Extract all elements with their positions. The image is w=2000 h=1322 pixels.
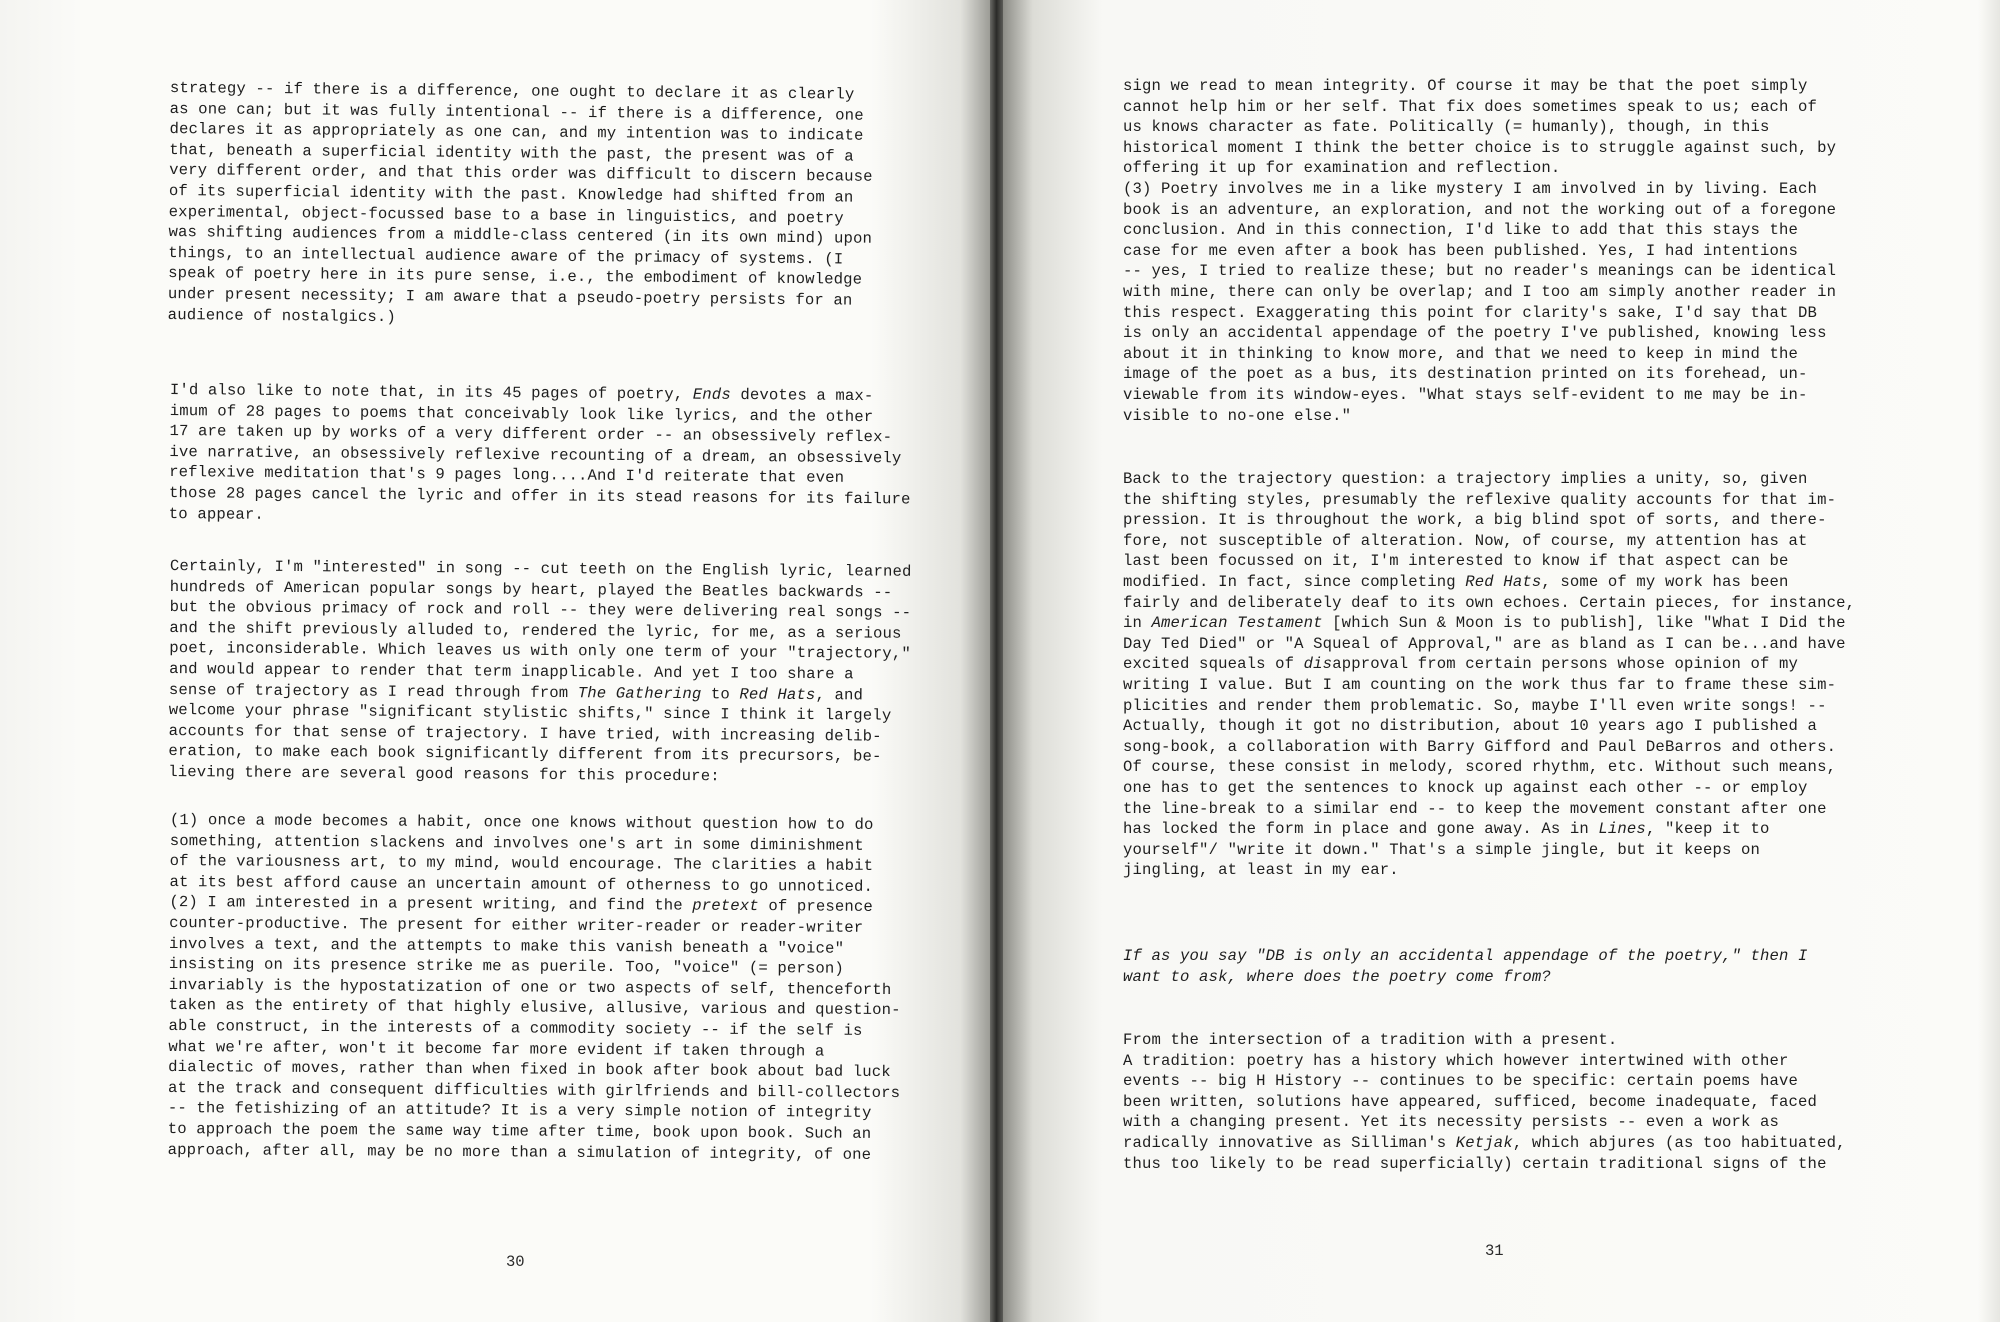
text-run: I'd also like to note that, in its 45 pages of poetry, xyxy=(169,380,693,404)
paragraph-text: strategy -- if there is a difference, one ought to declare it as clearly as one can; but it was fully intentional -- if there is a difference, one declares it as appropriately as one can, and my intention was to indicate that, beneath a superficial identity with the past, the present was of a very different order, and that this order was difficult to discern because of its superficial identity with the past. Knowledge had shifted from an experimental, object-focussed base to a base in linguistics, and poetry was shifting audiences from a middle-class centered (in its own mind) upon things, to an intellectual audience aware of the primacy of systems. (I speak of poetry here in its pure sense, i.e., the embodiment of knowledge under present necessity; I am aware that a pseudo-poetry persists for an audience of nostalgics.) xyxy=(167,78,873,326)
paragraph-text xyxy=(1123,469,1855,881)
right-paragraph-2 xyxy=(1123,469,1855,881)
text-run: [which Sun & Moon is to publish], like "What I Did the Day Ted Died" or "A Squeal of Approval," are as bland as I can be...and have excited squeals of xyxy=(1123,614,1846,674)
text-run: , "keep it to yourself"/ "write it down." That's a simple jingle, but it keeps on jingling, at least in my ear. xyxy=(1123,820,1770,880)
text-run: , and welcome your phrase "significant stylistic shifts," since I think it largely accounts for that sense of trajectory. I have tried, with increasing delib- eration, to make each book significantly different from its precursors, be- lieving there are several good reasons for this procedure: xyxy=(168,685,892,786)
page-number-left: 30 xyxy=(506,1253,525,1271)
book-title-ends: Ends xyxy=(692,385,731,404)
book-title-the-gathering: The Gathering xyxy=(577,683,702,703)
book-title-red-hats: Red Hats xyxy=(739,685,816,704)
question-text: If as you say "DB is only an accidental appendage of the poetry," then I want to ask, where does the poetry come from? xyxy=(1123,947,1808,986)
right-page xyxy=(1003,0,2000,1322)
paragraph-text xyxy=(168,810,903,1165)
left-paragraph-2 xyxy=(169,380,912,531)
text-run: (1) once a mode becomes a habit, once one knows without question how to do something, attention slackens and involves one's art in some diminishment of the variousness art, to my mind, would encourage. The clarities a habit at its best afford cause an uncertain amount of otherness to go unnoticed. (2) I am interested in a present writing, and find the xyxy=(169,811,874,916)
italic-prefix-dis: dis xyxy=(1303,655,1333,674)
book-title-american-testament: American Testament xyxy=(1151,614,1323,633)
paragraph-text: sign we read to mean integrity. Of course it may be that the poet simply cannot help him or her self. That fix does sometimes speak to us; each of us knows character as fate. Politically (= humanly), though, in this historical moment I think the better choice is to struggle against such, by offering it up for examination and reflection. (3) Poetry involves me in a like mystery I am involved in by living. Each book is an adventure, an exploration, and not the working out of a foregone conclusion. And in this connection, I'd like to add that this stays the case for me even after a book has been published. Yes, I had intentions -- yes, I tried to realize these; but no reader's meanings can be identical with mine, there can only be overlap; and I too am simply another reader in this respect. Exaggerating this point for clarity's sake, I'd say that DB is only an accidental appendage of the poetry I've published, knowing less about it in thinking to know more, and that we need to keep in mind the image of the poet as a bus, its destination printed on its forehead, un- viewable from its window-eyes. "What stays self-evident to me may be in- visible to no-one else." xyxy=(1123,77,1837,425)
right-paragraph-3 xyxy=(1123,1030,1846,1174)
left-page xyxy=(0,0,990,1322)
paragraph-text xyxy=(168,556,911,788)
text-run: From the intersection of a tradition with a present. A tradition: poetry has a history which however intertwined with other events -- big H History -- continues to be specific: certain poems have been written, solutions have appeared, sufficed, become inadequate, faced with a changing present. Yet its necessity persists -- even a work as radically innovative as Silliman's xyxy=(1123,1031,1818,1152)
italic-word-pretext: pretext xyxy=(692,897,759,916)
text-run: of presence counter-productive. The present for either writer-reader or reader-writer involves a text, and the attempts to make this vanish beneath a "voice" insisting on its presence strike me as puerile. Too, "voice" (= person) invariably is the hypostatization of one or two aspects of self, thenceforth taken as the entirety of that highly elusive, allusive, various and question- able construct, in the interests of a commodity society -- if the self is what we're after, won't it become far more evident if taken through a dialectic of moves, rather than when fixed in book after book about bad luck at the track and consequent difficulties with girlfriends and bill-collectors -- the fetishizing of an attitude? It is a very simple notion of integrity to approach the poem the same way time after time, book upon book. Such an approach, after all, may be no more than a simulation of integrity, of one xyxy=(167,897,901,1164)
text-run: , which abjures (as too habituated, thus too likely to be read superficially) certain traditional signs of the xyxy=(1123,1133,1846,1173)
left-paragraph-1 xyxy=(168,78,874,332)
paragraph-text xyxy=(169,380,912,531)
left-paragraph-3 xyxy=(168,556,911,788)
book-title-red-hats: Red Hats xyxy=(1465,572,1542,591)
page-number-right: 31 xyxy=(1485,1242,1504,1260)
right-paragraph-1 xyxy=(1123,76,1836,426)
text-run: approval from certain persons whose opinion of my writing I value. But I am counting on the work thus far to frame these sim- plicities and render them problematic. So, maybe I'll even write songs! -- Actually, though it got no distribution, about 10 years ago I published a song-book, a collaboration with Barry Gifford and Paul DeBarros and others. Of course, these consist in melody, scored rhythm, etc. Without such means, one has to get the sentences to knock up against each other -- or employ the line-break to a similar end -- to keep the movement constant after one has locked the form in place and gone away. As in xyxy=(1123,655,1837,839)
text-run: , some of my work has been fairly and deliberately deaf to its own echoes. Certain pieces, for instance, in xyxy=(1123,572,1856,633)
interview-question xyxy=(1123,946,1808,987)
paragraph-text xyxy=(1123,1030,1846,1174)
left-paragraph-4 xyxy=(168,810,903,1165)
text-run: Certainly, I'm "interested" in song -- cut teeth on the English lyric, learned hundreds of American popular songs by heart, played the Beatles backwards -- but the obvious primacy of rock and roll -- they were delivering real songs -- and the shift previously alluded to, rendered the lyric, for me, as a serious poet, inconsiderable. Which leaves us with only one term of your "trajectory," and would appear to render that term inapplicable. And yet I too share a sense of trajectory as I read through from xyxy=(168,556,912,702)
book-gutter xyxy=(990,0,1003,1322)
book-title-ketjak: Ketjak xyxy=(1455,1133,1513,1152)
book-title-lines: Lines xyxy=(1598,820,1646,839)
text-run: to xyxy=(701,684,740,704)
text-run: devotes a max- imum of 28 pages to poems that conceivably look like lyrics, and the other 17 are taken up by works of a very different order -- an obsessively reflex- ive narrative, an obsessively reflexive recounting of a dream, an obsessively reflexive meditation that's 9 pages long....And I'd reiterate that even those 28 pages cancel the lyric and offer in its stead reasons for its failure to appear. xyxy=(168,385,911,524)
text-run: Back to the trajectory question: a trajectory implies a unity, so, given the shifting styles, presumably the reflexive quality accounts for that im- pression. It is throughout the work, a big blind spot of sorts, and there- fore, not susceptible of alteration. Now, of course, my attention has at last been focussed on it, I'm interested to know if that aspect can be modified. In fact, since completing xyxy=(1123,470,1837,591)
